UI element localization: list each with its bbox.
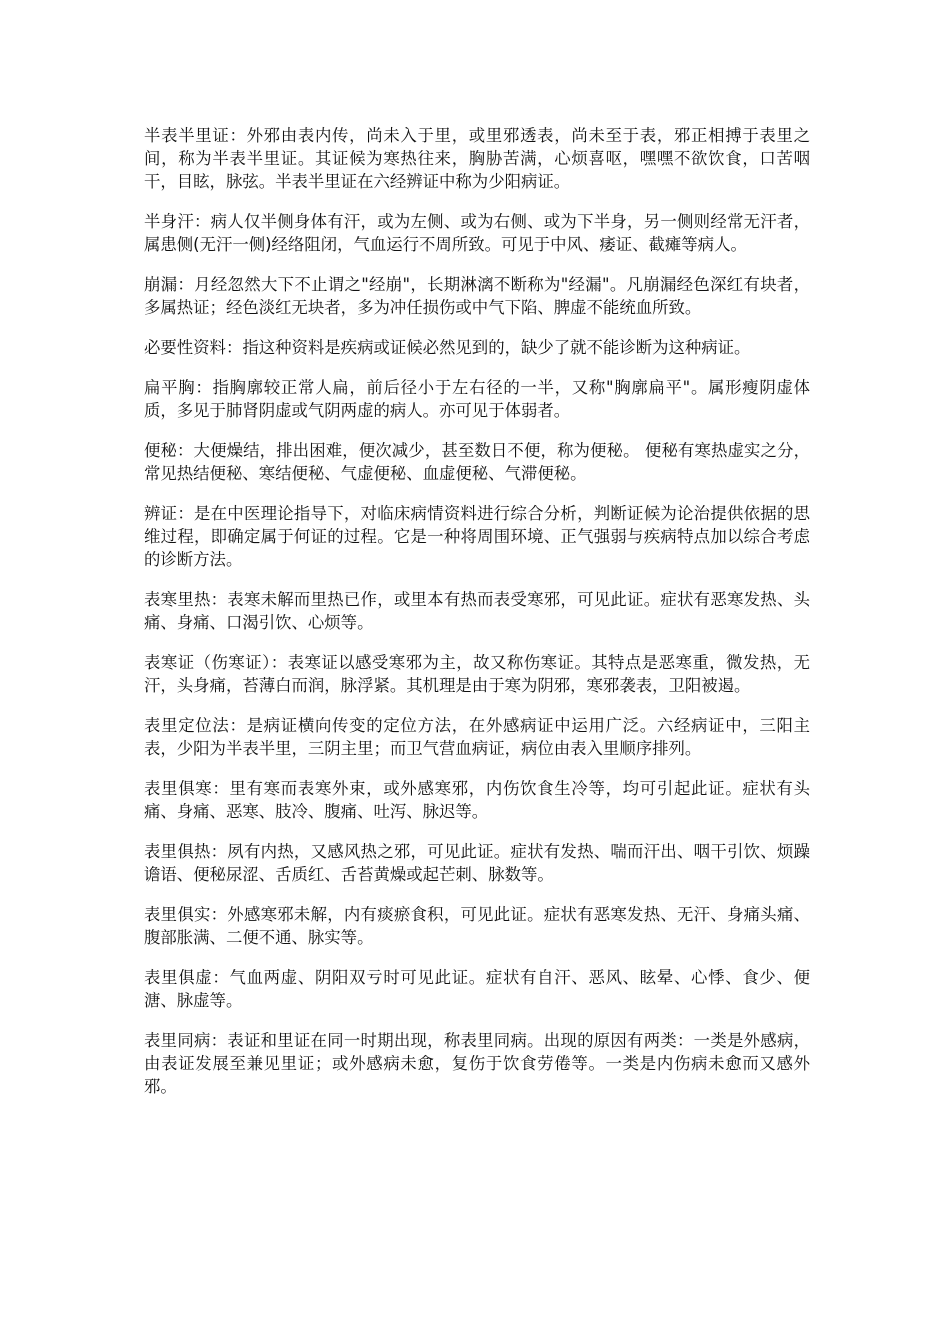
entry-banbiaobanli: 半表半里证：外邪由表内传，尚未入于里，或里邪透表，尚未至于表，邪正相搏于表里之间，称为半表半里证。其证候为寒热往来，胸胁苦满，心烦喜呕，嘿嘿不欲饮食，口苦咽干，目眩，脉弦。半表半里证在六经辨证中称为少阳病证。 — [144, 126, 810, 191]
entry-biaoli-jure: 表里俱热：夙有内热，又感风热之邪，可见此证。症状有发热、喘而汗出、咽干引饮、烦躁谵语、便秘尿涩、舌质红、舌苔黄燥或起芒刺、脉数等。 — [144, 842, 810, 884]
entry-benglou: 崩漏：月经忽然大下不止谓之"经崩"，长期淋漓不断称为"经漏"。凡崩漏经色深红有块者，多属热证；经色淡红无块者，多为冲任损伤或中气下陷、脾虚不能统血所致。 — [144, 275, 810, 317]
entry-biaohan-lire: 表寒里热：表寒未解而里热已作，或里本有热而表受寒邪，可见此证。症状有恶寒发热、头痛、身痛、口渴引饮、心烦等。 — [144, 590, 810, 632]
entry-biaoli-tongbing: 表里同病：表证和里证在同一时期出现，称表里同病。出现的原因有两类：一类是外感病，由表证发展至兼见里证；或外感病未愈，复伤于饮食劳倦等。一类是内伤病未愈而又感外邪。 — [144, 1031, 810, 1096]
entry-biyaoxing-ziliao: 必要性资料：指这种资料是疾病或证候必然见到的，缺少了就不能诊断为这种病证。 — [144, 338, 751, 357]
entry-bianmi: 便秘：大便燥结，排出困难，便次减少，甚至数日不便，称为便秘。 便秘有寒热虚实之分，常见热结便秘、寒结便秘、气虚便秘、血虚便秘、气滞便秘。 — [144, 441, 810, 483]
entry-biaoli-juxu: 表里俱虚：气血两虚、阴阳双亏时可见此证。症状有自汗、恶风、眩晕、心悸、食少、便溏、脉虚等。 — [144, 968, 810, 1010]
document-body — [144, 124, 810, 1115]
entry-bianzheng: 辨证：是在中医理论指导下，对临床病情资料进行综合分析，判断证候为论治提供依据的思维过程，即确定属于何证的过程。它是一种将周围环境、正气强弱与疾病特点加以综合考虑的诊断方法。 — [144, 504, 810, 569]
entry-bianpingxiong: 扁平胸：指胸廓较正常人扁，前后径小于左右径的一半，又称"胸廓扁平"。属形瘦阴虚体质，多见于肺肾阴虚或气阴两虚的病人。亦可见于体弱者。 — [144, 378, 810, 420]
entry-biaoli-dingweifa: 表里定位法：是病证横向传变的定位方法，在外感病证中运用广泛。六经病证中，三阳主表，少阳为半表半里，三阴主里；而卫气营血病证，病位由表入里顺序排列。 — [144, 716, 810, 758]
entry-biaoli-jushi: 表里俱实：外感寒邪未解，内有痰瘀食积，可见此证。症状有恶寒发热、无汗、身痛头痛、腹部胀满、二便不通、脉实等。 — [144, 905, 810, 947]
entry-biaoli-juhan: 表里俱寒：里有寒而表寒外束，或外感寒邪，内伤饮食生冷等，均可引起此证。症状有头痛、身痛、恶寒、肢冷、腹痛、吐泻、脉迟等。 — [144, 779, 810, 821]
entry-biaohanzheng: 表寒证（伤寒证）：表寒证以感受寒邪为主，故又称伤寒证。其特点是恶寒重，微发热，无汗，头身痛，苔薄白而润，脉浮紧。其机理是由于寒为阴邪，寒邪袭表，卫阳被遏。 — [144, 653, 810, 695]
entry-banshenhan: 半身汗：病人仅半侧身体有汗，或为左侧、或为右侧、或为下半身，另一侧则经常无汗者，属患侧(无汗一侧)经络阻闭，气血运行不周所致。可见于中风、痿证、截瘫等病人。 — [144, 212, 810, 254]
